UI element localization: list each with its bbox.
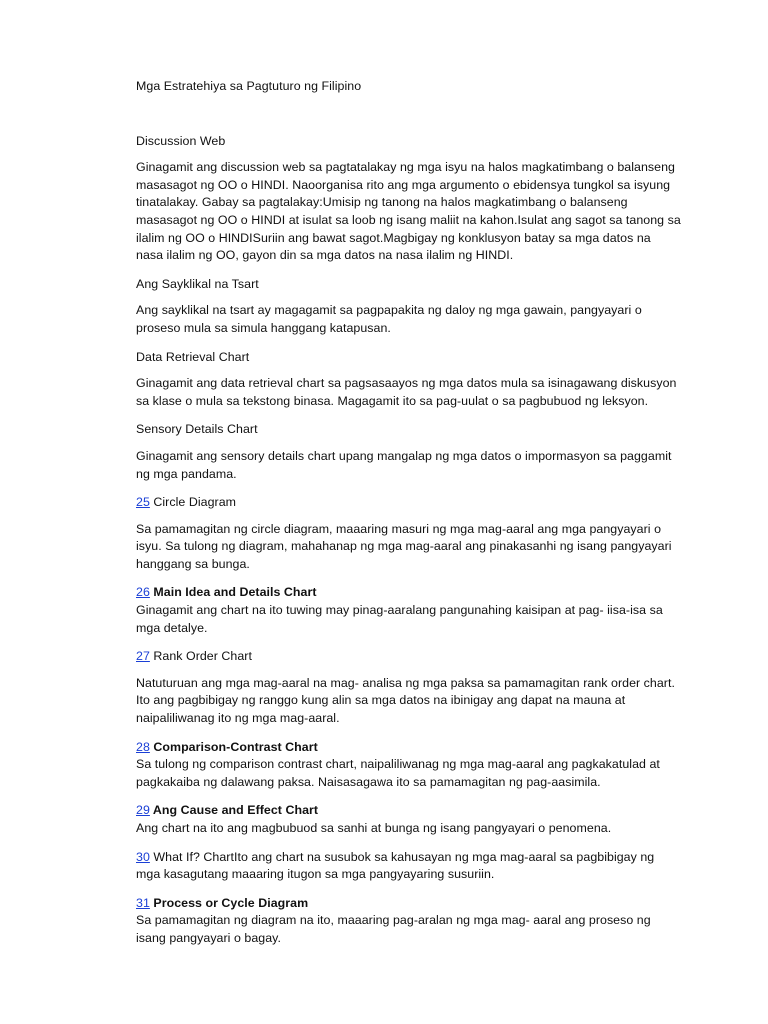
section-body-cause-effect: Ang chart na ito ang magbubuod sa sanhi at bunga ng isang pangyayari o penomena.	[136, 821, 612, 835]
section-heading-discussion-web: Discussion Web	[136, 133, 226, 148]
section-heading-sensory: Sensory Details Chart	[136, 422, 258, 437]
section-body-process: Sa pamamagitan ng diagram na ito, maaaring pag-aralan ng mga mag- aaral ang proseso ng isang pangyayari o bagay.	[136, 913, 651, 945]
footnote-link-29[interactable]: 29	[136, 803, 150, 818]
section-body-main-idea: Ginagamit ang chart na ito tuwing may pinag-aaralang pangunahing kaisipan at pag- iisa-isa sa mga detalye.	[136, 603, 663, 635]
footnote-link-27[interactable]: 27	[136, 649, 150, 664]
section-body-comparison: Sa tulong ng comparison contrast chart, naipaliliwanag ng mga mag-aaral ang pagkakatulad at pagkakaiba ng dalawang paksa. Naisasagawa ito sa pamamagitan ng pag-aasimila.	[136, 757, 660, 789]
section-body-what-if: What If? ChartIto ang chart na susubok sa kahusayan ng mga mag-aaral sa pagbibigay ng mga kasagutang maaaring itugon sa mga pangyayaring susuriin.	[136, 849, 655, 882]
footnote-link-31[interactable]: 31	[136, 895, 150, 910]
section-heading-rank-order-text: Rank Order Chart	[149, 649, 252, 664]
section-heading-comparison	[136, 739, 681, 757]
section-body-circle: Sa pamamagitan ng circle diagram, maaaring masuri ng mga mag-aaral ang mga pangyayari o isyu. Sa tulong ng diagram, mahahanap ng mga mag-aaral ang pinakasanhi ng isang pangyayari hanggang sa bunga.	[136, 521, 672, 571]
section-what-if	[136, 849, 681, 884]
section-heading-process	[136, 895, 681, 913]
section-heading-circle	[136, 494, 681, 512]
document-page	[136, 78, 681, 959]
section-heading-main-idea-text: Main Idea and Details Chart	[149, 585, 317, 600]
section-heading-cause-effect	[136, 802, 681, 820]
section-heading-sayklikal: Ang Sayklikal na Tsart	[136, 276, 259, 291]
footnote-link-28[interactable]: 28	[136, 739, 150, 754]
section-body-sensory: Ginagamit ang sensory details chart upang mangalap ng mga datos o impormasyon sa paggamit ng mga pandama.	[136, 448, 672, 481]
section-body-sayklikal: Ang sayklikal na tsart ay magagamit sa pagpapakita ng daloy ng mga gawain, pangyayari o proseso mula sa simula hanggang katapusan.	[136, 303, 642, 335]
section-heading-main-idea	[136, 584, 681, 602]
section-heading-data-retrieval: Data Retrieval Chart	[136, 349, 250, 364]
section-body-discussion-web: Ginagamit ang discussion web sa pagtatalakay ng mga isyu na halos magkatimbang o balanseng masasagot ng OO o HINDI. Naoorganisa rito ang mga argumento o ebidensya tungkol sa isyung tinatalakay. Gabay sa pagtalakay:Umisip ng tanong na halos magkatimbang o balanseng masasagot ng OO o HINDI at isulat sa loob ng isang maliit na kahon.Isulat ang sagot sa tanong sa ilalim ng OO o HINDISuriin ang bawat sagot.Magbigay ng konklusyon batay sa mga datos na nasa ilalim ng OO, gayon din sa mga datos na nasa ilalim ng HINDI.	[136, 160, 681, 263]
section-heading-comparison-text: Comparison-Contrast Chart	[149, 739, 318, 754]
section-heading-circle-text: Circle Diagram	[149, 495, 237, 510]
footnote-link-30[interactable]: 30	[136, 849, 150, 864]
footnote-link-25[interactable]: 25	[136, 495, 150, 510]
footnote-link-26[interactable]: 26	[136, 585, 150, 600]
section-heading-cause-effect-text: Ang Cause and Effect Chart	[149, 803, 319, 818]
document-title: Mga Estratehiya sa Pagtuturo ng Filipino	[136, 79, 362, 93]
section-body-data-retrieval: Ginagamit ang data retrieval chart sa pagsasaayos ng mga datos mula sa isinagawang diskusyon sa klase o mula sa tekstong binasa. Magagamit ito sa pag-uulat o sa pagbubuod ng leksyon.	[136, 376, 677, 408]
section-heading-rank-order	[136, 648, 681, 666]
section-heading-process-text: Process or Cycle Diagram	[149, 895, 309, 910]
section-body-rank-order: Natuturuan ang mga mag-aaral na mag- analisa ng mga paksa sa pamamagitan rank order chart. Ito ang pagbibigay ng ranggo kung alin sa mga datos na ibinigay ang dapat na mauna at naipaliliwanag ito ng mga mag-aaral.	[136, 675, 675, 726]
